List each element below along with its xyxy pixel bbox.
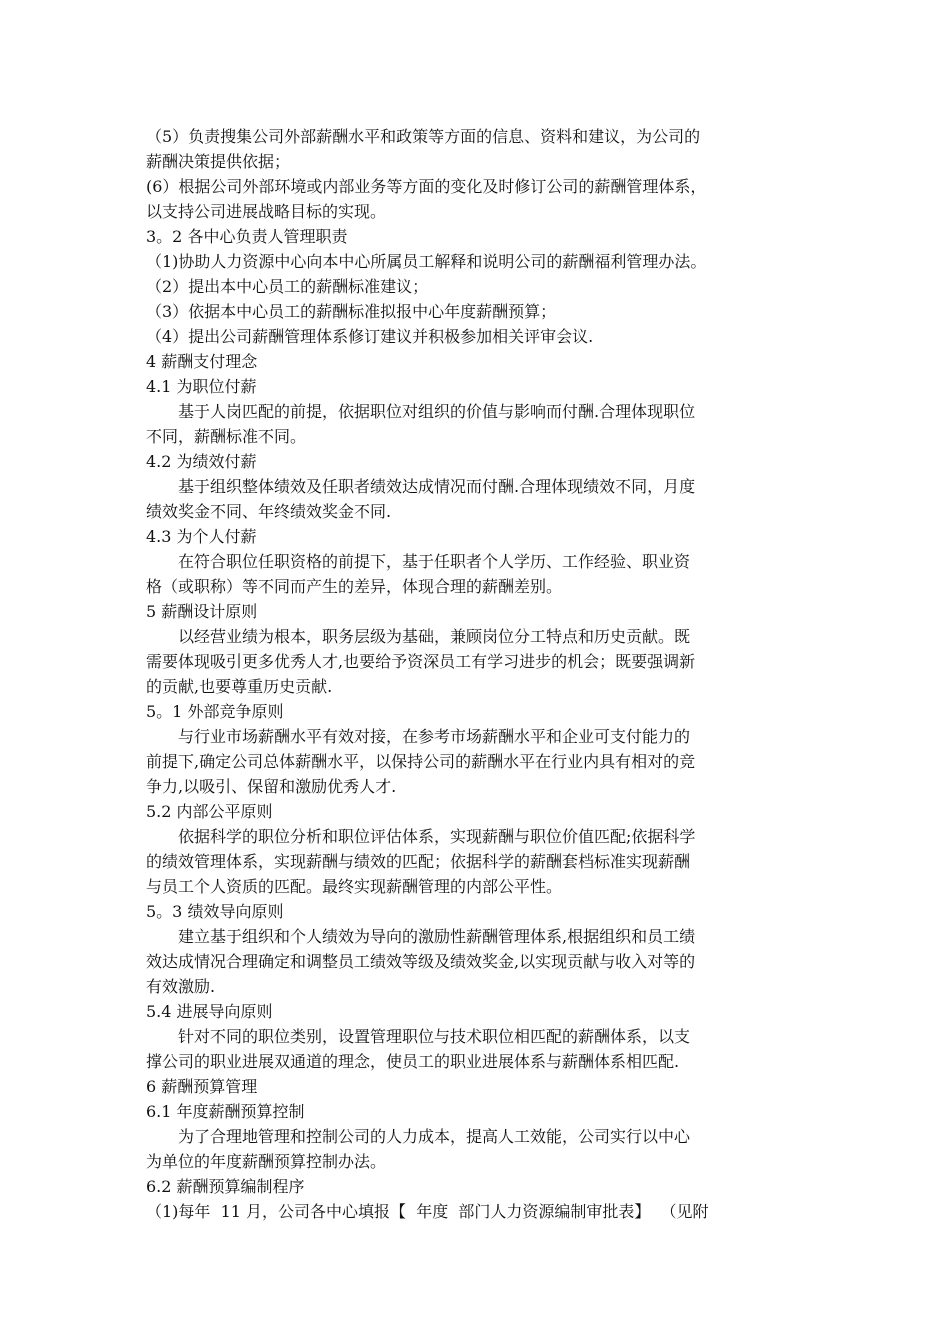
text-line: 6 薪酬预算管理 xyxy=(146,1077,258,1096)
text-line: 基于组织整体绩效及任职者绩效达成情况而付酬.合理体现绩效不同，月度 xyxy=(178,477,696,496)
text-line: 5。3 绩效导向原则 xyxy=(146,902,284,921)
text-line: 争力,以吸引、保留和激励优秀人才. xyxy=(146,777,397,796)
text-line: 5 薪酬设计原则 xyxy=(146,602,258,621)
text-line: （4）提出公司薪酬管理体系修订建议并积极参加相关评审会议. xyxy=(146,327,594,346)
text-line: （1)每年 11 月，公司各中心填报【 年度 部门人力资源编制审批表】 （见附 xyxy=(146,1202,709,1221)
text-line: 3。2 各中心负责人管理职责 xyxy=(146,227,348,246)
text-line: 需要体现吸引更多优秀人才,也要给予资深员工有学习进步的机会；既要强调新 xyxy=(146,652,696,671)
text-line: 效达成情况合理确定和调整员工绩效等级及绩效奖金,以实现贡献与收入对等的 xyxy=(146,952,696,971)
text-line: 的贡献,也要尊重历史贡献. xyxy=(146,677,333,696)
text-line: （2）提出本中心员工的薪酬标准建议； xyxy=(146,277,429,296)
document-page xyxy=(146,124,814,1224)
text-line: 建立基于组织和个人绩效为导向的激励性薪酬管理体系,根据组织和员工绩 xyxy=(178,927,696,946)
text-line: 不同，薪酬标准不同。 xyxy=(146,427,307,446)
text-line: 为了合理地管理和控制公司的人力成本，提高人工效能，公司实行以中心 xyxy=(178,1127,691,1146)
text-line: （5）负责搜集公司外部薪酬水平和政策等方面的信息、资料和建议，为公司的 xyxy=(146,127,701,146)
text-line: 4.2 为绩效付薪 xyxy=(146,452,257,471)
text-line: 6.2 薪酬预算编制程序 xyxy=(146,1177,305,1196)
text-line: (6）根据公司外部环境或内部业务等方面的变化及时修订公司的薪酬管理体系， xyxy=(146,177,707,196)
text-line: 5.4 进展导向原则 xyxy=(146,1002,273,1021)
text-line: 6.1 年度薪酬预算控制 xyxy=(146,1102,305,1121)
text-line: 4.3 为个人付薪 xyxy=(146,527,257,546)
text-line: 以支持公司进展战略目标的实现。 xyxy=(146,202,387,221)
text-line: 以经营业绩为根本，职务层级为基础，兼顾岗位分工特点和历史贡献。既 xyxy=(178,627,691,646)
text-line: 有效激励. xyxy=(146,977,216,996)
text-line: 依据科学的职位分析和职位评估体系，实现薪酬与职位价值匹配;依据科学 xyxy=(178,827,696,846)
text-line: 与员工个人资质的匹配。最终实现薪酬管理的内部公平性。 xyxy=(146,877,563,896)
text-line: 格（或职称）等不同而产生的差异，体现合理的薪酬差别。 xyxy=(146,577,563,596)
text-line: 绩效奖金不同、年终绩效奖金不同. xyxy=(146,502,392,521)
text-line: 薪酬决策提供依据； xyxy=(146,152,291,171)
text-line: 5.2 内部公平原则 xyxy=(146,802,273,821)
text-line: 在符合职位任职资格的前提下，基于任职者个人学历、工作经验、职业资 xyxy=(178,552,691,571)
text-line: 与行业市场薪酬水平有效对接，在参考市场薪酬水平和企业可支付能力的 xyxy=(178,727,691,746)
text-line: 的绩效管理体系，实现薪酬与绩效的匹配；依据科学的薪酬套档标准实现薪酬 xyxy=(146,852,691,871)
text-line: 4.1 为职位付薪 xyxy=(146,377,257,396)
text-line: （3）依据本中心员工的薪酬标准拟报中心年度薪酬预算； xyxy=(146,302,557,321)
text-line: 前提下,确定公司总体薪酬水平，以保持公司的薪酬水平在行业内具有相对的竞 xyxy=(146,752,696,771)
text-line: 5。1 外部竞争原则 xyxy=(146,702,284,721)
text-line: 针对不同的职位类别，设置管理职位与技术职位相匹配的薪酬体系，以支 xyxy=(178,1027,691,1046)
text-line: 基于人岗匹配的前提，依据职位对组织的价值与影响而付酬.合理体现职位 xyxy=(178,402,696,421)
text-line: （1)协助人力资源中心向本中心所属员工解释和说明公司的薪酬福利管理办法。 xyxy=(146,252,707,271)
text-line: 4 薪酬支付理念 xyxy=(146,352,258,371)
text-line: 撑公司的职业进展双通道的理念，使员工的职业进展体系与薪酬体系相匹配. xyxy=(146,1052,680,1071)
text-line: 为单位的年度薪酬预算控制办法。 xyxy=(146,1152,387,1171)
